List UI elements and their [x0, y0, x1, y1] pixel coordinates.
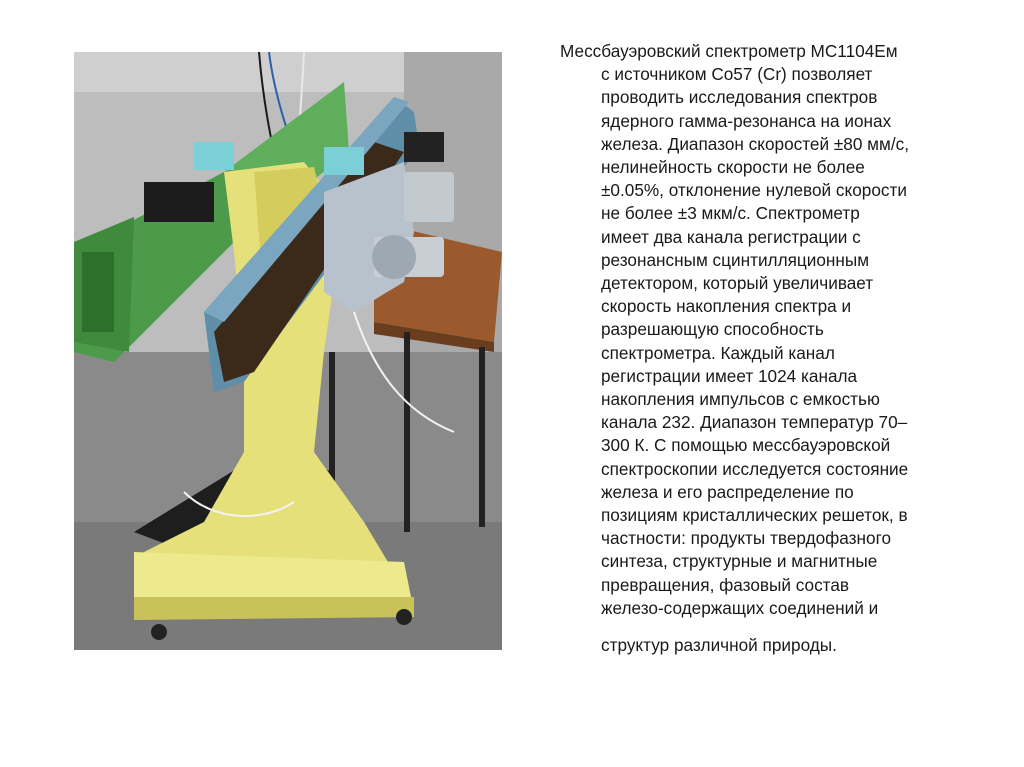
- description-line: ±0.05%, отклонение нулевой скорости: [601, 180, 907, 201]
- description-line: спектрометра. Каждый канал: [601, 342, 835, 363]
- description-text: [560, 40, 980, 657]
- description-line: Мессбауэровский спектрометр МС1104Ем: [560, 41, 898, 61]
- closing-line: структур различной природы.: [601, 635, 837, 656]
- description-line: имеет два канала регистрации с: [601, 226, 861, 247]
- description-line: 300 К. С помощью мессбауэровской: [601, 435, 891, 456]
- description-line: превращения, фазовый состав: [601, 574, 850, 595]
- description-line: накопления импульсов с емкостью: [601, 389, 880, 410]
- description-line: скорость накопления спектра и: [601, 296, 852, 317]
- spectrometer-photo: [74, 52, 502, 650]
- description-line: не более ±3 мкм/с. Спектрометр: [601, 203, 860, 224]
- description-line: железа. Диапазон скоростей ±80 мм/с,: [601, 133, 909, 154]
- description-line: резонансным сцинтилляционным: [601, 249, 870, 270]
- description-line: железо-содержащих соединений и: [601, 597, 879, 618]
- description-line: нелинейность скорости не более: [601, 157, 865, 178]
- spectrometer-illustration: [74, 52, 502, 650]
- description-line: разрешающую способность: [601, 319, 824, 340]
- description-line: синтеза, структурные и магнитные: [601, 551, 878, 572]
- description-line: частности: продукты твердофазного: [601, 528, 892, 549]
- description-line: ядерного гамма-резонанса на ионах: [601, 110, 892, 131]
- description-line: регистрации имеет 1024 канала: [601, 365, 858, 386]
- description-line: позициям кристаллических решеток, в: [601, 505, 908, 526]
- description-line: спектроскопии исследуется состояние: [601, 458, 909, 479]
- description-line: железа и его распределение по: [601, 481, 854, 502]
- description-line: канала 232. Диапазон температур 70–: [601, 412, 908, 433]
- description-line: с источником Co57 (Cr) позволяет: [601, 64, 873, 85]
- description-line: проводить исследования спектров: [601, 87, 878, 108]
- description-line: детектором, который увеличивает: [601, 273, 874, 294]
